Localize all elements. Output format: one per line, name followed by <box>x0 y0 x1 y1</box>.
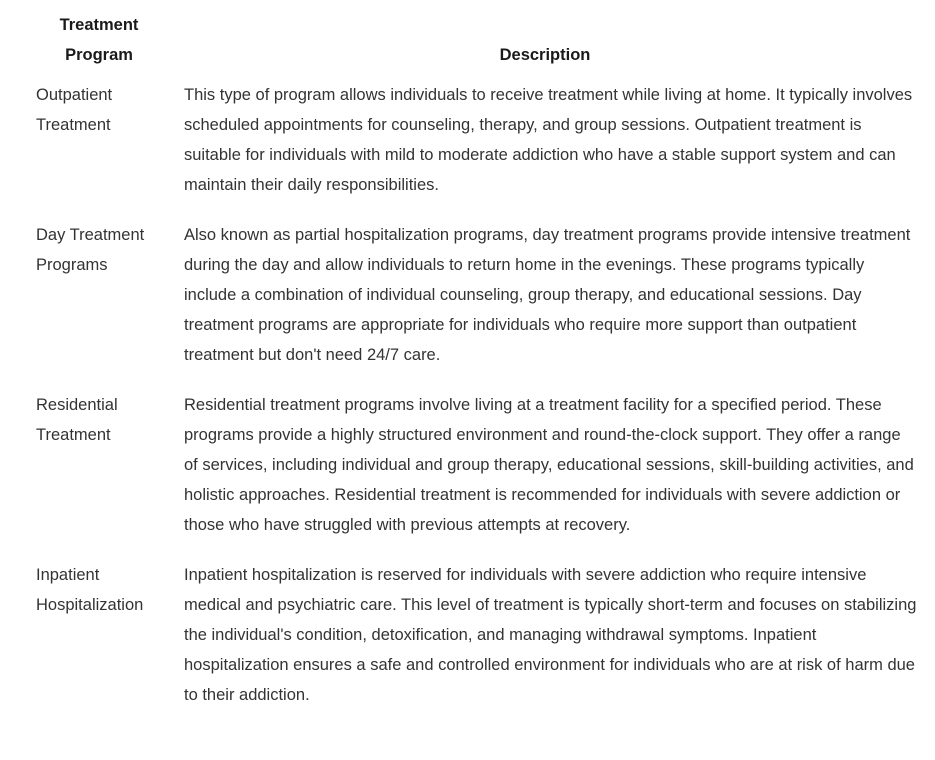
table-row <box>25 560 917 730</box>
program-name: Residential Treatment <box>36 396 118 444</box>
program-name: Inpatient Hospitalization <box>36 566 144 614</box>
column-header-description: Description <box>499 46 591 64</box>
program-description: Inpatient hospitalization is reserved for individuals with severe addiction who require intensive medical and psychiatric care. This level of treatment is typically short-term and focuses on stabilizing the individual's condition, detoxification, and managing withdrawal symptoms. Inpatient hospitalization ensures a safe and controlled environment for individuals who are at risk of harm due to their addiction. <box>184 566 917 704</box>
header-row <box>25 10 917 80</box>
program-description: This type of program allows individuals to receive treatment while living at home. It typically involves scheduled appointments for counseling, therapy, and group sessions. Outpatient treatment is suitable for individuals with mild to moderate addiction who have a stable support system and can maintain their daily responsibilities. <box>184 86 913 194</box>
program-name: Outpatient Treatment <box>36 86 113 134</box>
table-row <box>25 220 917 390</box>
table-row <box>25 390 917 560</box>
column-header-program: Treatment Program <box>59 16 139 64</box>
program-description: Also known as partial hospitalization programs, day treatment programs provide intensive treatment during the day and allow individuals to return home in the evenings. These programs typically include a combination of individual counseling, group therapy, and educational sessions. Day treatment programs are appropriate for individuals who require more support than outpatient treatment but don't need 24/7 care. <box>184 226 911 364</box>
table-row <box>25 80 917 220</box>
program-description: Residential treatment programs involve living at a treatment facility for a specified period. These programs provide a highly structured environment and round-the-clock support. They offer a range of services, including individual and group therapy, educational sessions, skill-building activities, and holistic approaches. Residential treatment is recommended for individuals with severe addiction or those who have struggled with previous attempts at recovery. <box>184 396 914 534</box>
treatment-programs-table <box>25 10 917 730</box>
table-body <box>25 80 917 730</box>
program-name: Day Treatment Programs <box>36 226 145 274</box>
table-header <box>25 10 917 80</box>
